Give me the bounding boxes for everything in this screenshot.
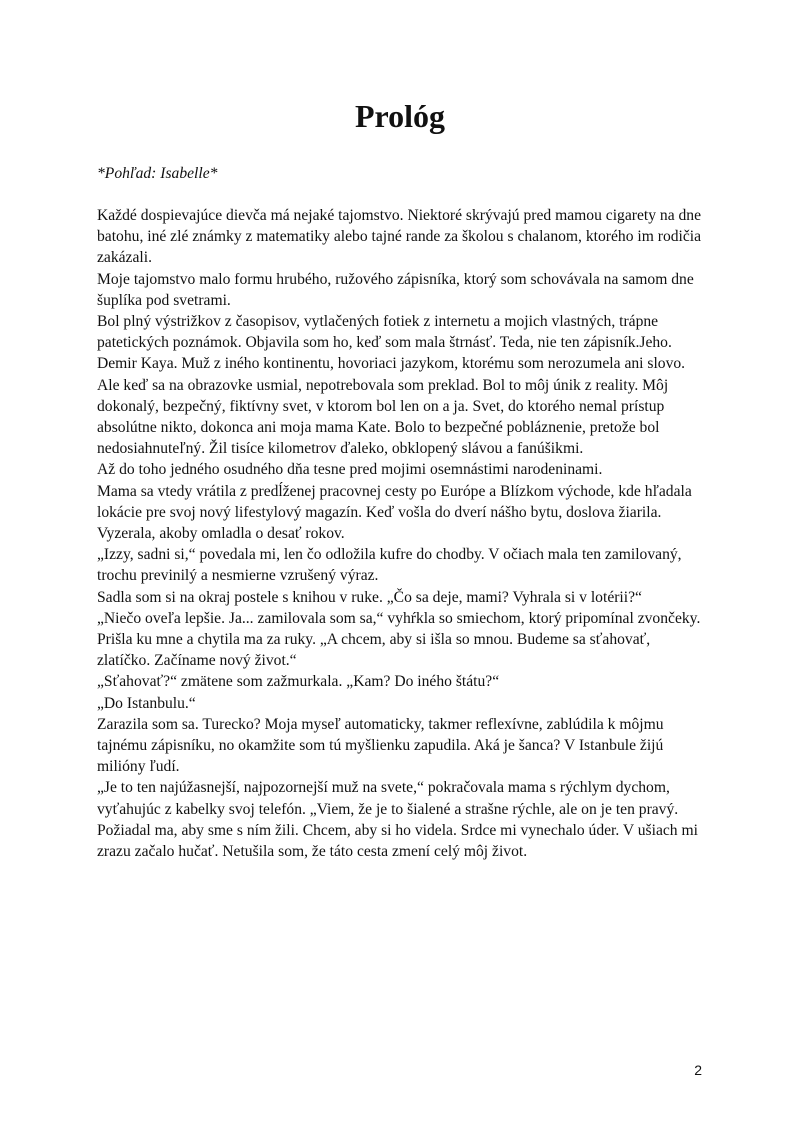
pov-line: *Pohľad: Isabelle* xyxy=(97,165,218,182)
body-text xyxy=(97,205,707,862)
paragraph: Moje tajomstvo malo formu hrubého, ružového zápisníka, ktorý som schovávala na samom dne šuplíka pod svetrami. xyxy=(97,270,694,309)
paragraph: Mama sa vtedy vrátila z predĺženej pracovnej cesty po Európe a Blízkom východe, kde hľadala lokácie pre svoj nový lifestylový magazín. Keď vošla do dverí nášho bytu, doslova žiarila. Vyzerala, akoby omladla o desať rokov. xyxy=(97,482,692,543)
paragraph: „Je to ten najúžasnejší, najpozornejší muž na svete,“ pokračovala mama s rýchlym dychom, vyťahujúc z kabelky svoj telefón. „Viem, že je to šialené a strašne rýchle, ale on je ten pravý. Požiadal ma, aby sme s ním žili. Chcem, aby si ho videla. Srdce mi vynechalo úder. V ušiach mi zrazu začalo hučať. Netušila som, že táto cesta zmení celý môj život. xyxy=(97,779,698,861)
paragraph: „Izzy, sadni si,“ povedala mi, len čo odložila kufre do chodby. V očiach mala ten zamilovaný, trochu previnilý a nesmierne vzrušený výraz. xyxy=(97,546,682,585)
paragraph: „Do Istanbulu.“ xyxy=(97,694,196,712)
paragraph: „Niečo oveľa lepšie. Ja... zamilovala som sa,“ vyhŕkla so smiechom, ktorý pripomínal zvončeky. Prišla ku mne a chytila ma za ruky. „A chcem, aby si išla so mnou. Budeme sa sťahovať, zlatíčko. Začíname nový život.“ xyxy=(97,609,701,670)
page-number: 2 xyxy=(694,1062,702,1078)
paragraph: Bol plný výstrižkov z časopisov, vytlačených fotiek z internetu a mojich vlastných, trápne patetických poznámok. Objavila som ho, keď som mala štrnásť. Teda, nie ten zápisník.Jeho. Demir Kaya. Muž z iného kontinentu, hovoriaci jazykom, ktorému som nerozumela ani slovo. Ale keď sa na obrazovke usmial, nepotrebovala som preklad. Bol to môj únik z reality. Môj dokonalý, bezpečný, fiktívny svet, v ktorom bol len on a ja. Svet, do ktorého nemal prístup absolútne nikto, dokonca ani moja mama Kate. Bolo to bezpečné poblázneni​e, pretože bol nedosiahnuteľný. Žil tisíce kilometrov ďaleko, obklopený slávou a fanúšikmi. xyxy=(97,313,686,458)
paragraph: Každé dospievajúce dievča má nejaké tajomstvo. Niektoré skrývajú pred mamou cigarety na dne batohu, iné zlé známky z matematiky alebo tajné rande za školou s chalanom, ktorého im rodičia zakázali. xyxy=(97,207,702,267)
paragraph: Až do toho jedného osudného dňa tesne pred mojimi osemnástimi narodeninami. xyxy=(97,461,603,479)
page-title: Prológ xyxy=(354,98,446,134)
paragraph: Zarazila som sa. Turecko? Moja myseľ automaticky, takmer reflexívne, zablúdila k môjmu tajnému zápisníku, no okamžite som tú myšlienku zapudila. Aká je šanca? V Istanbule žijú milióny ľudí. xyxy=(97,715,664,776)
paragraph: Sadla som si na okraj postele s knihou v ruke. „Čo sa deje, mami? Vyhrala si v lotérii?“ xyxy=(97,588,642,606)
paragraph: „Sťahovať?“ zmätene som zažmurkala. „Kam? Do iného štátu?“ xyxy=(97,673,500,691)
